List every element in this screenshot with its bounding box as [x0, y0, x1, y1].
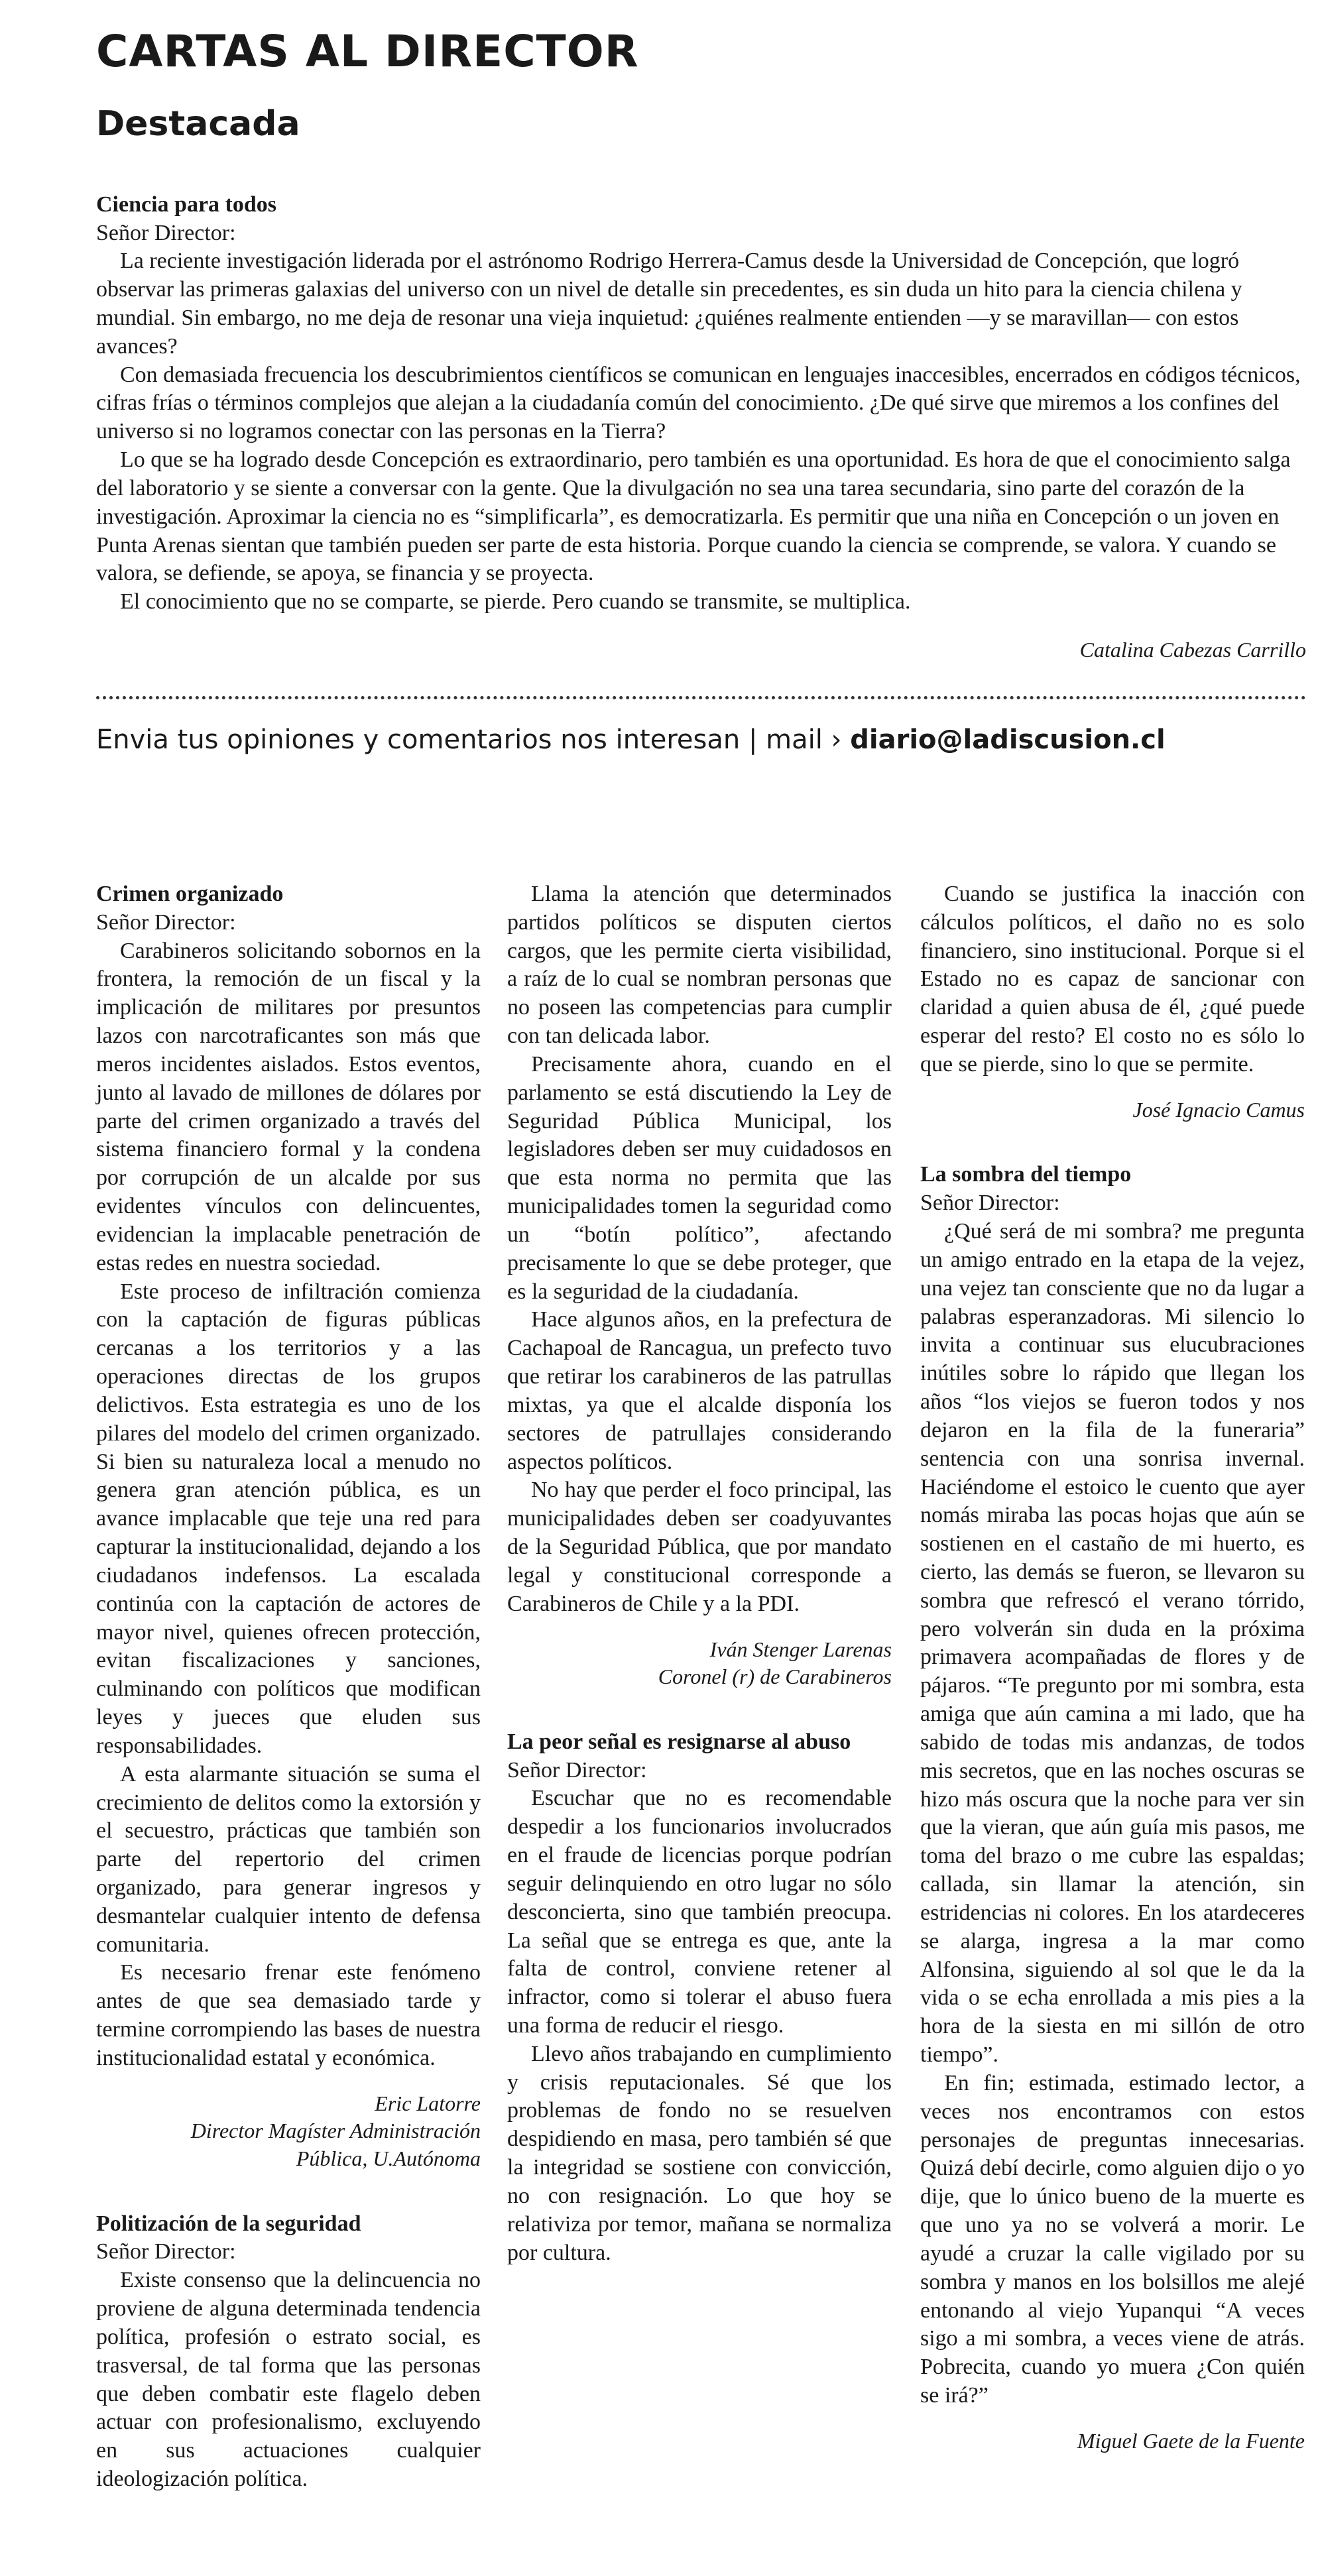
paragraph: Cuando se justifica la inacción con cálculos políticos, el daño no es solo financiero, sino institucional. Porque si el Estado no es capaz de sancionar con claridad a quien abusa de él, ¿qué puede esperar del resto? El costo no es sólo lo que se pierde, sino lo que se permite. — [920, 882, 1305, 1077]
salutation: Señor Director: — [507, 1757, 647, 1783]
signature-line: Director Magíster Administración — [190, 2119, 481, 2143]
paragraph: Es necesario frenar este fenómeno antes de que sea demasiado tarde y termine corrompiendo las bases de nuestra institucionalidad estatal y económica. — [96, 1960, 481, 2070]
section-title: CARTAS AL DIRECTOR — [96, 26, 639, 77]
paragraph: Precisamente ahora, cuando en el parlamento se está discutiendo la Ley de Seguridad Pública Municipal, los legisladores deben ser muy cuidadosos en que esta norma no permita que las municipalidades tomen la seguridad como un “botín político”, afectando precisamente lo que se debe proteger, que es la seguridad de la ciudadanía. — [507, 1051, 892, 1304]
contact-line — [96, 725, 1306, 755]
letter-crimen-organizado — [96, 880, 481, 2173]
column-2 — [507, 880, 892, 2304]
paragraph: El conocimiento que no se comparte, se pierde. Pero cuando se transmite, se multiplica. — [120, 589, 911, 615]
paragraph: A esta alarmante situación se suma el crecimiento de delitos como la extorsión y el secuestro, prácticas que también son parte del repertorio del crimen organizado, para generar ingresos y desmantelar cualquier intento de defensa comunitaria. — [96, 1761, 481, 1957]
featured-letter — [96, 191, 1306, 664]
paragraph: Lo que se ha logrado desde Concepción es extraordinario, pero también es una oportunidad. Es hora de que el conocimiento salga del laboratorio y se siente a conversar con la gente. Que la divulgación no sea una tarea secundaria, sino parte del corazón de la investigación. Aproximar la ciencia no es “simplificarla”, es democratizarla. Es permitir que una niña en Concepción o un joven en Punta Arenas sientan que también pueden ser parte de esta historia. Porque cuando la ciencia se comprende, se valora. Y cuando se valora, se defiende, se apoya, se financia y se proyecta. — [96, 447, 1291, 586]
signature — [96, 2090, 481, 2173]
paragraph: La reciente investigación liderada por el astrónomo Rodrigo Herrera-Camus desde la Universidad de Concepción, que logró observar las primeras galaxias del universo con un nivel de detalle sin precedentes, es sin duda un hito para la ciencia chilena y mundial. Sin embargo, no me deja de resonar una vieja inquietud: ¿quiénes realmente entienden —y se maravillan— con estos avances? — [96, 249, 1242, 359]
letter-title: Ciencia para todos — [96, 192, 276, 217]
paragraph: No hay que perder el foco principal, las municipalidades deben ser coadyuvantes de la Seguridad Pública, que por mandato legal y constitucional corresponde a Carabineros de Chile y a la PDI. — [507, 1478, 892, 1616]
contact-email-link[interactable]: diario@ladiscusion.cl — [850, 724, 1166, 755]
letter-title: Politización de la seguridad — [96, 2211, 361, 2236]
letter-peor-senal-cont — [920, 880, 1305, 1124]
paragraph: Existe consenso que la delincuencia no proviene de alguna determinada tendencia política, profesión o estrato social, es trasversal, de tal forma que las personas que deben combatir este flagelo deben actuar con profesionalismo, excluyendo en sus actuaciones cualquier ideologización política. — [96, 2268, 481, 2492]
dotted-divider — [96, 691, 1306, 699]
letter-title: Crimen organizado — [96, 882, 284, 906]
paragraph: ¿Qué será de mi sombra? me pregunta un amigo entrado en la etapa de la vejez, una vejez tan consciente que no da lugar a palabras esperanzadoras. Mi silencio lo invita a continuar sus elucubraciones inútiles sobre lo rápido que llegan los años “los viejos se fueron todos y nos dejaron en la fila de la funeraria” sentencia con una sonrisa invernal. Haciéndome el estoico le cuento que ayer nomás miraba las pocas hojas que aún se sostienen en el castaño de mi huerto, es cierto, las demás se fueron, se llevaron su sombra que refrescó el verano tórrido, pero volverán sin duda en la próxima primavera acompañadas de flores y de pájaros. “Te pregunto por mi sombra, esta amiga que aún camina a mi lado, que ha sabido de todas mis andanzas, de todos mis secretos, que en las noches oscuras se hizo más oscura que la noche para ver sin que la vieran, que aún guía mis pasos, me toma del brazo o me cubre las espaldas; callada, sin llamar la atención, sin estridencias ni colores. En los atardeceres se alarga, ingresa a la mar como Alfonsina, siguiendo al sol que le da la vida o se echa enrollada a mis pies a la hora de la siesta en mi sillón de otro tiempo”. — [920, 1219, 1305, 2068]
paragraph: Llevo años trabajando en cumplimiento y crisis reputacionales. Sé que los problemas de fondo no se resuelven despidiendo en masa, pero también sé que la integridad se sostiene con convicción, no con resignación. Lo que hoy se relativiza por temor, mañana se normaliza por cultura. — [507, 2041, 892, 2265]
signature-line: Miguel Gaete de la Fuente — [1077, 2428, 1305, 2453]
paragraph: En fin; estimada, estimado lector, a veces nos encontramos con estos personajes de preguntas innecesarias. Quizá debí decirle, como alguien dijo o yo dije, que lo único bueno de la muerte es que uno ya no se volverá a morir. Le ayudé a cruzar la calle vigilado por su sombra y manos en los bolsillos me alejé entonando al viejo Yupanqui “A veces sigo a mi sombra, a veces viene de atrás. Pobrecita, cuando yo muera ¿Con quién se irá?” — [920, 2070, 1305, 2408]
signature: Catalina Cabezas Carrillo — [1079, 638, 1306, 662]
signature — [920, 2428, 1305, 2455]
letter-politizacion-seguridad — [96, 2210, 481, 2494]
paragraph: Escuchar que no es recomendable despedir a los funcionarios involucrados en el fraude de licencias porque podrían seguir delinquiendo en otro lugar no sólo desconcierta, sino que también preocupa. La señal que se entrega es que, ante la falta de control, conviene retener al infractor, como si tolerar el abuso fuera una forma de reducir el riesgo. — [507, 1786, 892, 2038]
column-3 — [920, 880, 1305, 2492]
paragraph: Con demasiada frecuencia los descubrimientos científicos se comunican en lenguajes inaccesibles, encerrados en códigos técnicos, cifras frías o términos complejos que alejan a la ciudadanía común del conocimiento. ¿De qué sirve que miremos a los confines del universo si no logramos conectar con las personas en la Tierra? — [96, 362, 1301, 444]
signature-line: Iván Stenger Larenas — [709, 1637, 892, 1661]
salutation: Señor Director: — [96, 220, 236, 245]
signature — [920, 1096, 1305, 1124]
salutation: Señor Director: — [96, 2239, 236, 2264]
signature-line: José Ignacio Camus — [1132, 1097, 1305, 1122]
letter-peor-senal — [507, 1728, 892, 2268]
paragraph: Hace algunos años, en la prefectura de Cachapoal de Rancagua, un prefecto tuvo que retirar los carabineros de las patrullas mixtas, ya que el alcalde disponía los sectores de patrullajes considerando aspectos políticos. — [507, 1307, 892, 1474]
page — [96, 27, 1306, 755]
letter-politizacion-seguridad-cont — [507, 880, 892, 1691]
featured-label: Destacada — [96, 103, 300, 144]
letter-sombra-del-tiempo — [920, 1161, 1305, 2455]
signature — [507, 1636, 892, 1691]
signature-line: Eric Latorre — [375, 2091, 481, 2115]
salutation: Señor Director: — [96, 909, 236, 935]
signature-line: Coronel (r) de Carabineros — [658, 1665, 892, 1689]
contact-prompt: Envia tus opiniones y comentarios nos interesan | mail › — [96, 724, 842, 755]
paragraph: Llama la atención que determinados partidos políticos se disputen ciertos cargos, que les permite cierta visibilidad, a raíz de lo cual se nombran personas que no poseen las competencias para cumplir con tan delicada labor. — [507, 882, 892, 1049]
letter-title: La peor señal es resignarse al abuso — [507, 1729, 851, 1754]
signature-line: Pública, U.Autónoma — [296, 2146, 481, 2170]
paragraph: Carabineros solicitando sobornos en la frontera, la remoción de un fiscal y la implicación de militares por presuntos lazos con narcotraficantes son más que meros incidentes aislados. Estos eventos, junto al lavado de millones de dólares por parte del crimen organizado a través del sistema financiero formal y la condena por corrupción de un alcalde por sus evidentes vínculos con delincuentes, evidencian la implacable penetración de estas redes en nuestra sociedad. — [96, 938, 481, 1275]
paragraph: Este proceso de infiltración comienza con la captación de figuras públicas cercanas a los territorios y a las operaciones directas de los grupos delictivos. Esta estrategia es uno de los pilares del modelo del crimen organizado. Si bien su naturaleza local a menudo no genera gran atención pública, es un avance implacable que teje una red para capturar la institucionalidad, dejando a los ciudadanos indefensos. La escalada continúa con la captación de actores de mayor nivel, quienes ofrecen protección, evitan fiscalizaciones y sanciones, culminando con políticos que modifican leyes y jueces que eluden sus responsabilidades. — [96, 1279, 481, 1758]
salutation: Señor Director: — [920, 1191, 1060, 1216]
letter-title: La sombra del tiempo — [920, 1162, 1132, 1187]
column-1 — [96, 880, 481, 2531]
